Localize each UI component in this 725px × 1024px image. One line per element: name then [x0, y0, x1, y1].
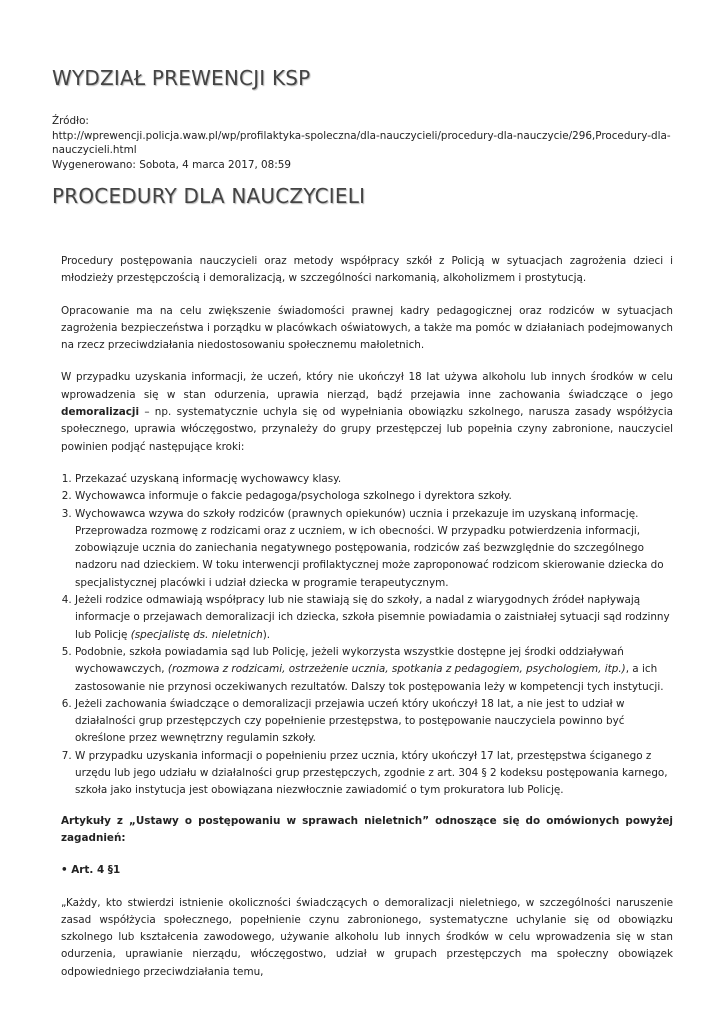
source-block — [52, 114, 677, 172]
source-url[interactable]: http://wprewencji.policja.waw.pl/wp/profilaktyka-spoleczna/dla-nauczycieli/procedury-dla-nauczycie/296,Procedury-dla-nauczycieli.html — [52, 129, 671, 156]
list-item-text: Jeżeli rodzice odmawiają współpracy lub nie stawiają się do szkoły, a nadal z wiarygodnych źródeł napływają informacje o przejawach demoralizacji ich dziecka, szkoła pisemnie powiadamia o zaistniałej sytuacji sąd rodzinny lub Policję — [75, 594, 670, 641]
purpose-paragraph: Opracowanie ma na celu zwiększenie świadomości prawnej kadry pedagogicznej oraz rodziców w sytuacjach zagrożenia bezpieczeństwa i porządku w placówkach oświatowych, a także ma pomóc w działaniach podejmowanych na rzecz przeciwdziałania niedostosowaniu społecznemu małoletnich. — [61, 304, 673, 352]
list-item-italic: (rozmowa z rodzicami, ostrzeżenie ucznia, spotkania z pedagogiem, psychologiem, itp.) — [167, 663, 626, 676]
articles-heading: Artykuły z „Ustawy o postępowaniu w sprawach nieletnich” odnoszące się do omówionych powyżej zagadnień: — [61, 814, 673, 844]
list-item-italic: (specjalistę ds. nieletnich — [130, 628, 263, 641]
article-content — [61, 253, 673, 996]
generated-timestamp: Wygenerowano: Sobota, 4 marca 2017, 08:59 — [52, 158, 291, 171]
list-item: 1. Przekazać uzyskaną informację wychowawcy klasy. — [75, 471, 673, 488]
site-title: WYDZIAŁ PREWENCJI KSP — [52, 66, 311, 90]
list-item-text-end: ). — [262, 628, 271, 641]
steps-list — [61, 471, 673, 800]
list-item: 7. W przypadku uzyskania informacji o popełnieniu przez ucznia, który ukończył 17 lat, przestępstwa ściganego z urzędu lub jego udziału w działalności grup przestępczych, zgodnie z art. 304 § 2 kodeksu postępowania karnego, szkoła jako instytucja jest obowiązana niezwłocznie zawiadomić o tym prokuratora lub Policję. — [75, 748, 673, 800]
list-item: 3. Wychowawca wzywa do szkoły rodziców (prawnych opiekunów) ucznia i przekazuje im uzyskaną informację. Przeprowadza rozmowę z rodzicami oraz z uczniem, w ich obecności. W przypadku potwierdzenia informacji, zobowiązuje ucznia do zaniechania negatywnego postępowania, rodziców zaś bezwzględnie do szczególnego nadzoru nad dzieckiem. W toku interwencji profilaktycznej może zaproponować rodzicom skierowanie dziecka do specjalistycznej placówki i udział dziecka w programie terapeutycznym. — [75, 506, 673, 592]
source-label: Źródło: — [52, 115, 89, 127]
list-item-text: Podobnie, szkoła powiadamia sąd lub Policję, jeżeli wykorzysta wszystkie dostępne jej środki oddziaływań wychowawczych, — [75, 645, 624, 676]
procedure-text-start: W przypadku uzyskania informacji, że uczeń, który nie ukończył 18 lat używa alkoholu lub innych środków w celu wprowadzenia się w stan odurzenia, uprawia nierząd, bądź przejawia inne zachowania świadczące o jego — [61, 371, 673, 401]
document-title: PROCEDURY DLA NAUCZYCIELI — [52, 184, 366, 208]
list-item-text-end: , a ich zastosowanie nie przynosi oczekiwanych rezultatów. Dalszy tok postępowania leży w kompetencji tych instytucji. — [75, 663, 664, 693]
procedure-text-end: – np. systematycznie uchyla się od wypełniania obowiązku szkolnego, narusza zasady współżycia społecznego, uprawia włóczęgostwo, przynależy do grupy przestępczej lub popełnia czyny zabronione, nauczyciel powinien podjąć następujące kroki: — [61, 406, 673, 453]
demoralization-term: demoralizacji — [61, 406, 140, 419]
list-item — [75, 592, 673, 644]
procedure-paragraph — [61, 369, 673, 455]
article-label: • Art. 4 §1 — [61, 864, 121, 877]
article-text: „Każdy, kto stwierdzi istnienie okoliczności świadczących o demoralizacji nieletniego, w szczególności naruszenie zasad współżycia społecznego, popełnienie czynu zabronionego, systematyczne uchylanie się od obowiązku szkolnego lub kształcenia zawodowego, używanie alkoholu lub innych środków w celu wprowadzenia się w stan odurzenia, uprawianie nierządu, włóczęgostwo, udział w grupach przestępczych ma społeczny obowiązek odpowiedniego przeciwdziałania temu, — [61, 896, 673, 978]
list-item — [75, 644, 673, 696]
intro-paragraph: Procedury postępowania nauczycieli oraz metody współpracy szkół z Policją w sytuacjach zagrożenia dzieci i młodzieży przestępczością i demoralizacją, w szczególności narkomanią, alkoholizmem i prostytucją. — [61, 255, 673, 285]
list-item: 6. Jeżeli zachowania świadczące o demoralizacji przejawia uczeń który ukończył 18 lat, a nie jest to udział w działalności grup przestępczych czy popełnienie przestępstwa, to postępowanie nauczyciela powinno być określone przez wewnętrzny regulamin szkoły. — [75, 696, 673, 748]
list-item: 2. Wychowawca informuje o fakcie pedagoga/psychologa szkolnego i dyrektora szkoły. — [75, 488, 673, 505]
